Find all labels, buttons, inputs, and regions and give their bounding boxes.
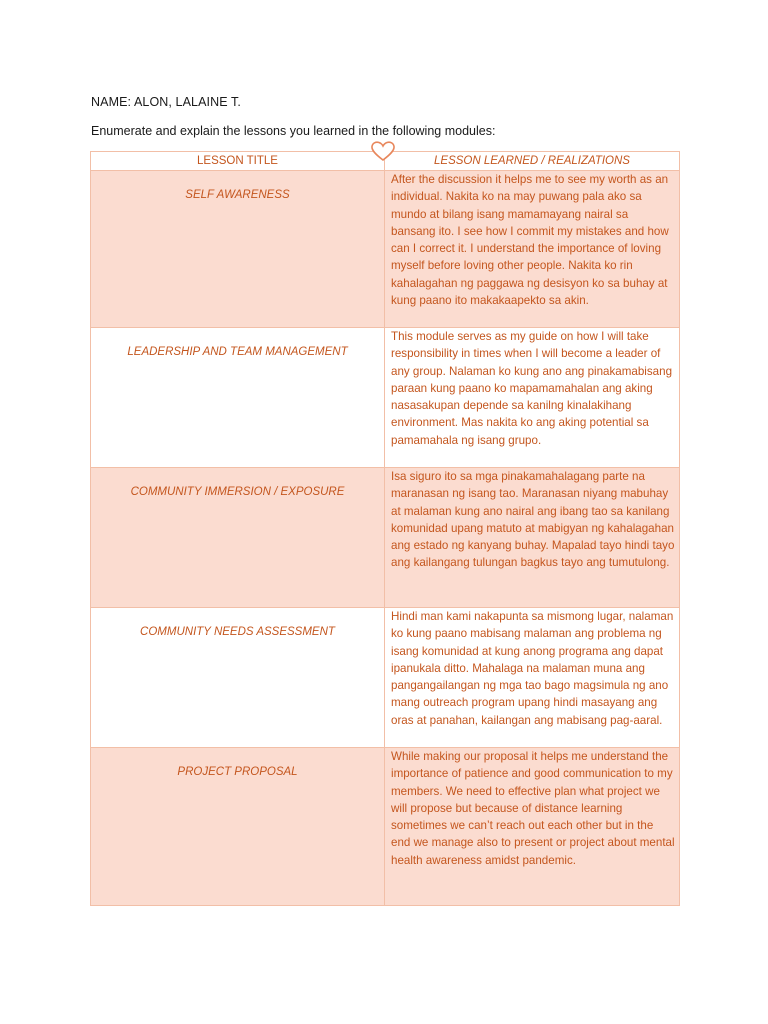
lesson-text: Hindi man kami nakapunta sa mismong lugar, nalaman ko kung paano mabisang malaman ang problema ng isang komunidad at kung anong programa ang dapat ipanukala ditto. Mahalaga na malaman muna ang pangangailangan ng mga tao bago magsimula ng ano mang outreach program upang hindi masayang ang oras at panahan, kailangan ang mabisang pag-aaral.: [385, 608, 680, 748]
lesson-text: While making our proposal it helps me understand the importance of patience and good communication to my members. We need to effective plan what project we will propose but because of distance learning sometimes we can’t reach out each other but in the end we manage also to present or project about mental health awareness amidst pandemic.: [385, 748, 680, 906]
lesson-title: LEADERSHIP AND TEAM MANAGEMENT: [127, 346, 348, 358]
table-row: [91, 468, 680, 608]
lesson-title-cell: [91, 468, 385, 608]
header-lesson-title: LESSON TITLE: [91, 152, 385, 171]
table-row: [91, 608, 680, 748]
lesson-title-cell: [91, 171, 385, 328]
lesson-text: After the discussion it helps me to see my worth as an individual. Nakita ko na may puwang pala ako sa mundo at bilang isang mamamayang nairal sa bansang ito. I see how I commit my mistakes and how can I correct it. I understand the importance of loving myself before loving other people. Nakita ko rin kahalagahan ng paggawa ng desisyon ko sa buhay at kung paano ito makakaapekto sa akin.: [385, 171, 680, 328]
header-lesson-learned: LESSON LEARNED / REALIZATIONS: [385, 152, 680, 171]
lesson-title-cell: [91, 328, 385, 468]
lesson-text: This module serves as my guide on how I will take responsibility in times when I will become a leader of any group. Nalaman ko kung ano ang pinakamabisang paraan kung paano ko mapamamahalan ang aking nasasakupan depende sa kanilng kinalakihang environment. Mas nakita ko ang aking potential sa pamamahala ng isang grupo.: [385, 328, 680, 468]
lesson-title: COMMUNITY IMMERSION / EXPOSURE: [130, 486, 345, 498]
heart-outline-icon: [370, 140, 396, 162]
instruction-text: Enumerate and explain the lessons you learned in the following modules:: [91, 124, 496, 138]
table-row: [91, 171, 680, 328]
table-row: [91, 328, 680, 468]
lesson-title-cell: [91, 748, 385, 906]
lesson-title: COMMUNITY NEEDS ASSESSMENT: [140, 626, 335, 638]
student-name: NAME: ALON, LALAINE T.: [91, 95, 241, 109]
lesson-title-cell: [91, 608, 385, 748]
table-row: [91, 748, 680, 906]
lesson-title: SELF AWARENESS: [185, 189, 290, 201]
lessons-table: [90, 151, 680, 906]
lesson-title: PROJECT PROPOSAL: [177, 766, 298, 778]
lesson-text: Isa siguro ito sa mga pinakamahalagang parte na maranasan ng isang tao. Maranasan niyang mabuhay at malaman kung ano nairal ang ibang tao sa kanilang komunidad upang matuto at mabigyan ng kahalagahan ang estado ng kanyang buhay. Mapalad tayo hindi tayo ang kailangang tulungan bagkus tayo ang tumutulong.: [385, 468, 680, 608]
